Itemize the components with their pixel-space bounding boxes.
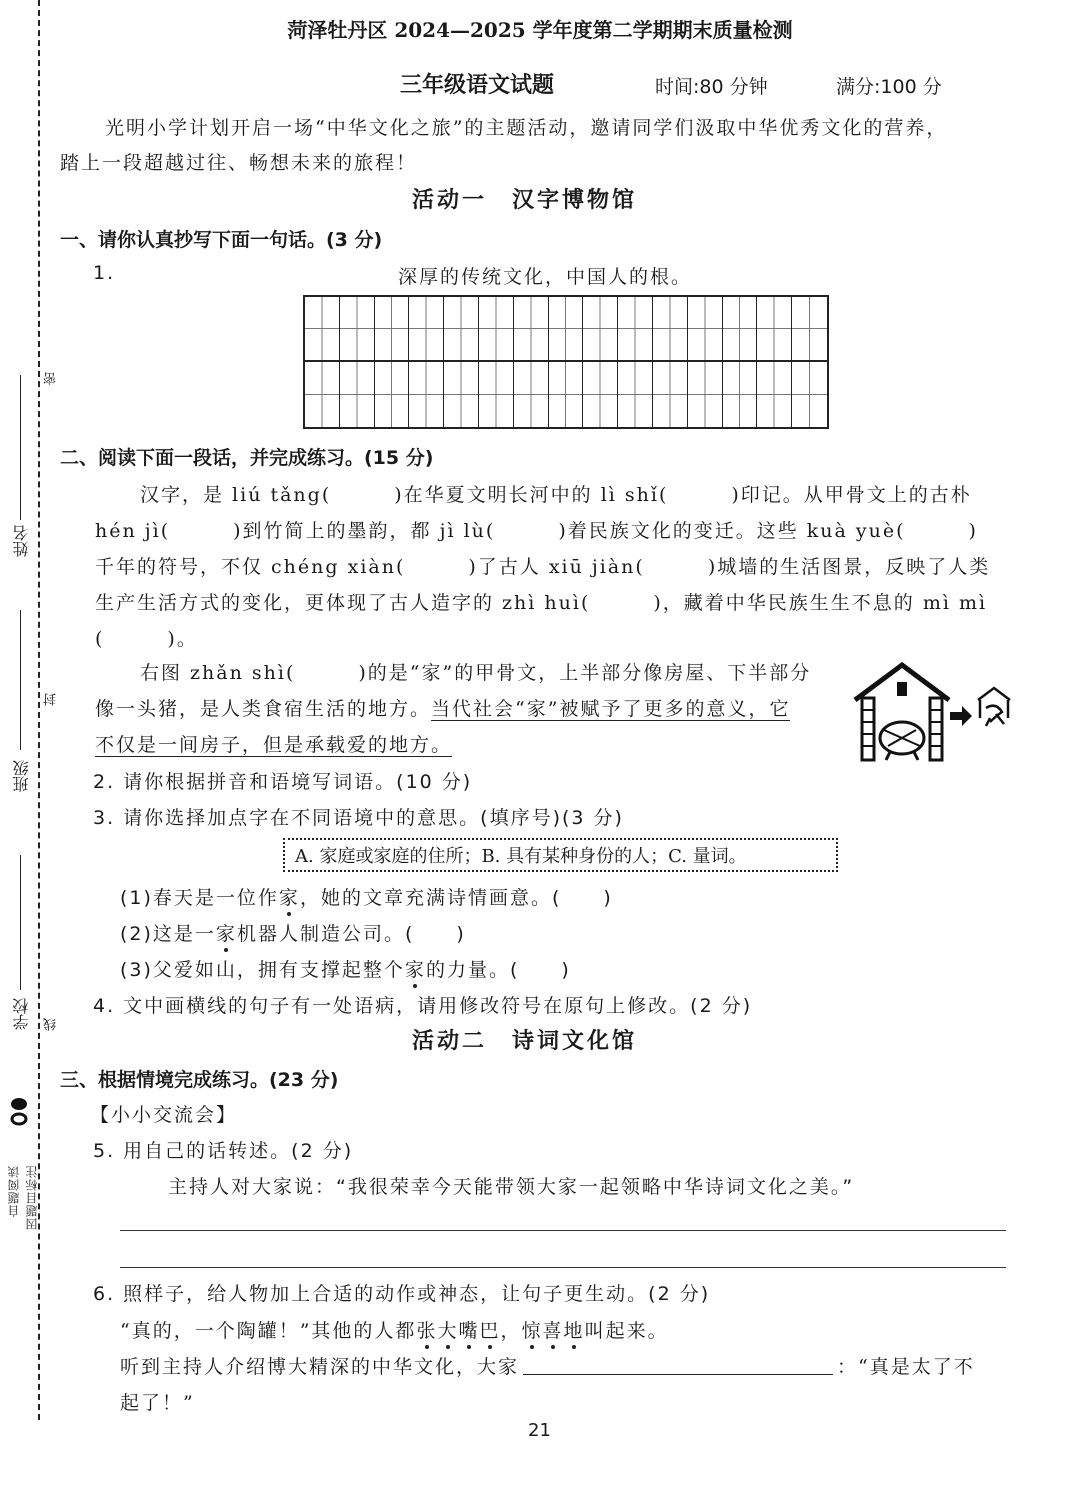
grid-cell[interactable] [792,362,827,427]
grid-cell[interactable] [688,362,723,427]
grid-cell[interactable] [653,297,688,362]
q6-example-dotted-words [416,1320,584,1342]
grid-cell[interactable] [375,297,410,362]
grid-cell[interactable] [479,297,514,362]
question-1-number: 1. [93,262,116,284]
activity-1-title: 活动一 汉字博物馆 [412,188,638,213]
question-6: 6. 照样子，给人物加上合适的动作或神态，让句子更生动。(2 分) [93,1283,711,1305]
grid-cell[interactable] [340,362,375,427]
underlined-sentence-part-2: 不仅是一间房子，但是承载爱的地方。 [95,734,453,756]
exam-time: 时间:80 分钟 [655,76,768,98]
q3-s3-pre: (3)父爱如山，拥有支撑起整个 [120,959,405,981]
q3-s1-pre: (1)春天是一位作 [120,887,279,909]
grid-cell[interactable] [514,362,549,427]
q6-example-post: 叫起来。 [584,1320,669,1342]
class-blank-line [20,610,21,750]
grid-cell[interactable] [688,297,723,362]
scissors-icon [8,1095,30,1133]
grid-cell[interactable] [792,297,827,362]
grid-cell[interactable] [340,297,375,362]
dotted-char: 嘴 [458,1316,479,1343]
dotted-char: 地 [564,1316,585,1343]
intro-line-2: 踏上一段超越过往、畅想未来的旅程！ [60,152,418,174]
dotted-char: 惊 [522,1316,543,1343]
writing-grid[interactable] [303,295,829,429]
copy-sentence: 深厚的传统文化，中国人的根。 [398,266,693,288]
part-2-title: 二、阅读下面一段话，并完成练习。(15 分) [60,447,434,469]
grid-cell[interactable] [757,362,792,427]
school-blank-line [20,855,21,990]
grid-cell[interactable] [444,297,479,362]
exchange-session-label: 【小小交流会】 [90,1104,238,1126]
part-1-title: 一、请你认真抄写下面一句话。(3 分) [60,229,383,251]
grid-cell[interactable] [618,362,653,427]
q6-task-post: ：“真是太了不 [837,1356,975,1378]
q3-s2-dotted-char: 家 [216,919,237,946]
question-4: 4. 文中画横线的句子有一处语病，请用修改符号在原句上修改。(2 分) [93,995,753,1017]
strip-notice-1: 因题目标注 [25,1165,39,1230]
dotted-char: 大 [437,1316,458,1343]
q3-s3-post: 的力量。( ) [425,959,571,981]
intro-line-1: 光明小学计划开启一场“中华文化之旅”的主题活动，邀请同学们汲取中华优秀文化的营养， [105,117,948,139]
passage-line-3: 千年的符号，不仅 chéng xiàn( )了古人 xiū jiàn( )城墙的生活图景，反映了人类 [95,556,991,578]
question-5: 5. 用自己的话转述。(2 分) [93,1140,354,1162]
q3-s2-pre: (2)这是一 [120,923,216,945]
grid-cell[interactable] [757,297,792,362]
grid-cell[interactable] [653,362,688,427]
q3-s2-post: 机器人制造公司。( ) [236,923,466,945]
grid-cell[interactable] [723,362,758,427]
grid-cell[interactable] [479,362,514,427]
passage-line-2: hén jì( )到竹简上的墨韵，都 jì lù( )着民族文化的变迁。这些 kuà yuè( ) [95,520,978,542]
dotted-char: 巴 [479,1316,500,1343]
question-2: 2. 请你根据拼音和语境写词语。(10 分) [93,771,473,793]
q6-task-line-end: 起了！” [120,1392,195,1414]
grid-cell[interactable] [618,297,653,362]
q5-host-quote: 主持人对大家说：“我很荣幸今天能带领大家一起领略中华诗词文化之美。” [168,1176,855,1198]
underlined-sentence-part-1: 当代社会“家”被赋予了更多的意义，它 [431,698,791,720]
meaning-options-box: A. 家庭或家庭的住所；B. 具有某种身份的人；C. 量词。 [283,838,838,872]
grid-cell[interactable] [514,297,549,362]
passage-line-1: 汉字，是 liú tǎng( )在华夏文明长河中的 lì shǐ( )印记。从甲骨文上的古朴 [140,484,972,506]
grid-cell[interactable] [723,297,758,362]
q6-example-pre: “真的，一个陶罐！”其他的人都 [120,1320,417,1342]
question-3: 3. 请你选择加点字在不同语境中的意思。(填序号)(3 分) [93,807,624,829]
exam-header-title: 菏泽牡丹区 2024—2025 学年度第二学期期末质量检测 [287,18,793,42]
passage2-line-2a: 像一头猪，是人类食宿生活的地方。 [95,698,432,720]
q5-answer-line-1[interactable] [120,1230,1006,1231]
oracle-bone-jia-illustration [850,660,1015,769]
q3-s3-dotted-char: 家 [405,955,426,982]
grid-cell[interactable] [549,297,584,362]
seal-char-xian: 线 [44,1018,59,1031]
grid-cell[interactable] [409,297,444,362]
q6-task-pre: 听到主持人介绍博大精深的中华文化，大家 [120,1356,520,1378]
passage-line-4: 生产生活方式的变化，更体现了古人造字的 zhì huì( )，藏着中华民族生生不息的 mì mì [95,592,988,614]
dotted-char: 张 [416,1316,437,1343]
activity-2-title: 活动二 诗词文化馆 [412,1029,638,1054]
seal-char-mi: 密 [44,372,59,385]
exam-full-score: 满分:100 分 [836,76,942,98]
q6-example [120,1316,669,1343]
q3-sentence-3 [120,955,571,982]
dotted-char: ， [500,1320,522,1342]
exam-subject-title: 三年级语文试题 [400,73,555,98]
grid-cell[interactable] [583,362,618,427]
q3-sentence-1 [120,883,613,910]
grid-cell[interactable] [375,362,410,427]
grid-cell[interactable] [549,362,584,427]
q6-task-line [120,1352,975,1379]
q5-answer-line-2[interactable] [120,1267,1006,1268]
name-blank-line [20,375,21,520]
q3-sentence-2 [120,919,466,946]
q3-s1-post: ，她的文章充满诗情画意。( ) [299,887,613,909]
grid-cell[interactable] [409,362,444,427]
page-number: 21 [528,1420,551,1441]
seal-char-feng: 封 [44,693,59,706]
q3-s1-dotted-char: 家 [279,883,300,910]
passage-line-5: ( )。 [95,628,198,650]
grid-cell[interactable] [444,362,479,427]
grid-cell[interactable] [305,297,340,362]
part-3-title: 三、根据情境完成练习。(23 分) [60,1069,339,1091]
passage2-line-3 [95,730,452,757]
school-label: 学校 [12,998,31,1030]
dotted-char: 喜 [543,1316,564,1343]
passage2-line-2 [95,694,790,721]
name-label: 姓名 [12,525,31,557]
strip-notice-2: 自题阅读 [7,1165,21,1217]
grid-cell[interactable] [583,297,618,362]
class-label: 班级 [12,760,31,792]
q6-answer-blank[interactable] [523,1374,833,1375]
passage2-line-1: 右图 zhǎn shì( )的是“家”的甲骨文，上半部分像房屋、下半部分 [140,662,812,684]
grid-cell[interactable] [305,362,340,427]
